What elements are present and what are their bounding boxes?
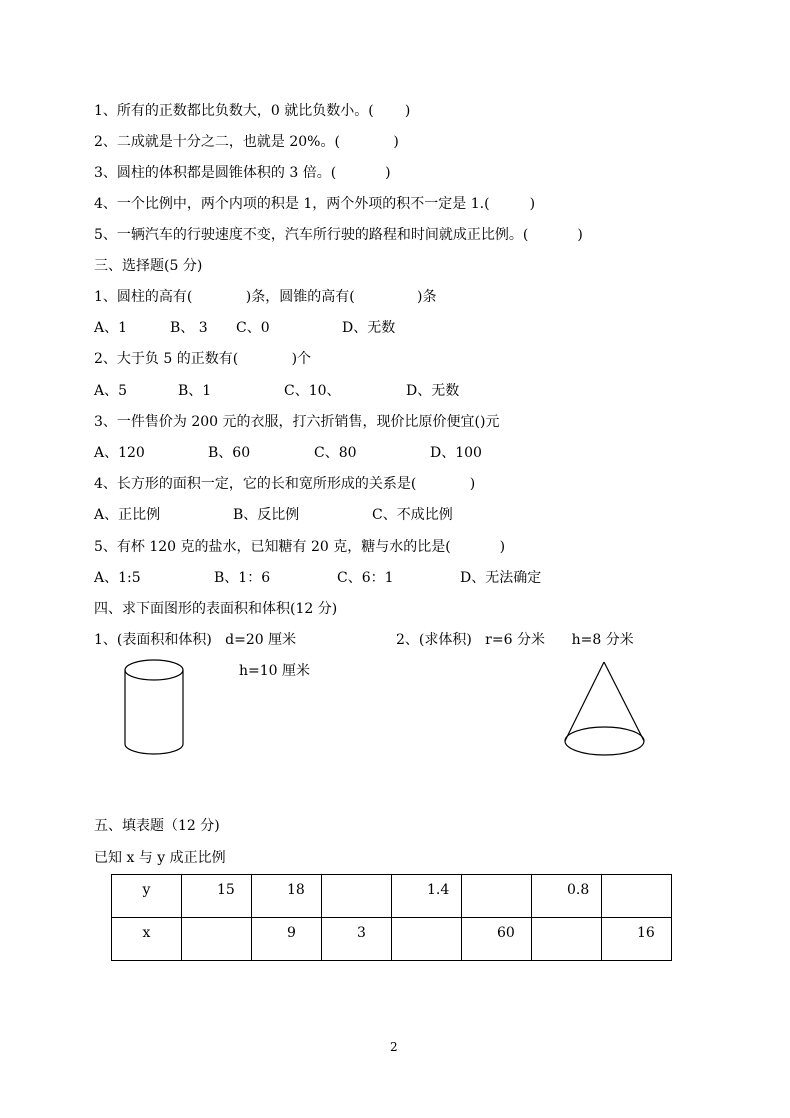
choice-3-option-a: A、120 [94,445,145,461]
proportion-table [111,874,672,961]
table-cell[interactable] [532,918,602,961]
cylinder-top-ellipse [125,660,183,680]
figures-heading: 四、求下面图形的表面积和体积(12 分) [94,601,338,617]
row-label-x: x [112,918,182,961]
choice-4-option-b: B、反比例 [233,507,300,523]
table-cell[interactable] [462,875,532,918]
table-cell[interactable]: 0.8 [532,875,602,918]
judge-item-1: 1、所有的正数都比负数大，0 就比负数小。( ) [94,103,411,119]
judge-item-5: 5、一辆汽车的行驶速度不变，汽车所行驶的路程和时间就成正比例。( ) [94,227,583,243]
choice-3-option-c: C、80 [314,445,357,461]
choice-5-option-c: C、6：1 [337,570,394,586]
choice-2-option-b: B、1 [178,383,212,399]
figure-1-text: 1、(表面积和体积) d=20 厘米 [94,632,297,648]
row-label-y: y [112,875,182,918]
table-cell[interactable]: 3 [322,918,392,961]
judge-item-4: 4、一个比例中，两个内项的积是 1，两个外项的积不一定是 1.( ) [94,196,536,212]
choice-3-option-b: B、60 [208,445,251,461]
cone-base-ellipse [565,727,644,755]
table-cell[interactable] [182,918,252,961]
figure-1-height: h=10 厘米 [239,663,311,679]
table-cell[interactable]: 18 [252,875,322,918]
choice-question-2: 2、大于负 5 的正数有( )个 [94,351,312,367]
choice-5-option-d: D、无法确定 [460,570,542,586]
table-cell[interactable] [602,875,672,918]
choice-4-option-a: A、正比例 [94,507,161,523]
table-row-y [112,875,672,918]
table-heading: 五、填表题（12 分) [94,818,220,834]
table-cell[interactable] [322,875,392,918]
choice-2-option-d: D、无数 [406,383,460,399]
judge-item-3: 3、圆柱的体积都是圆锥体积的 3 倍。( ) [94,165,391,181]
choice-3-option-d: D、100 [430,445,482,461]
choice-2-option-a: A、5 [94,383,128,399]
judge-item-2: 2、二成就是十分之二，也就是 20%。( ) [94,134,399,150]
choice-1-option-c: C、0 [236,320,270,336]
cylinder-bottom-arc [125,744,183,754]
cone-figure [560,660,650,760]
cylinder-figure [118,656,192,760]
figure-2-text: 2、(求体积) r=6 分米 h=8 分米 [396,632,634,648]
table-row-x [112,918,672,961]
table-cell[interactable]: 15 [182,875,252,918]
table-cell[interactable]: 16 [602,918,672,961]
table-cell[interactable]: 9 [252,918,322,961]
choice-1-option-b: B、 3 [170,320,208,336]
table-cell[interactable]: 1.4 [392,875,462,918]
choice-1-option-a: A、1 [94,320,128,336]
table-intro: 已知 x 与 y 成正比例 [94,850,226,866]
choice-question-5: 5、有杯 120 克的盐水，已知糖有 20 克，糖与水的比是( ) [94,539,506,555]
page-number: 2 [390,1040,398,1054]
choice-2-option-c: C、10、 [284,383,341,399]
choice-heading: 三、选择题(5 分) [94,258,203,274]
choice-question-4: 4、长方形的面积一定，它的长和宽所形成的关系是( ) [94,476,476,492]
choice-4-option-c: C、不成比例 [372,507,453,523]
choice-5-option-b: B、1：6 [214,570,271,586]
choice-5-option-a: A、1:5 [94,570,141,586]
choice-question-1: 1、圆柱的高有( )条，圆锥的高有( )条 [94,289,437,305]
table-cell[interactable]: 60 [462,918,532,961]
table-cell[interactable] [392,918,462,961]
choice-1-option-d: D、无数 [342,320,396,336]
choice-question-3: 3、一件售价为 200 元的衣服，打六折销售，现价比原价便宜()元 [94,414,500,430]
